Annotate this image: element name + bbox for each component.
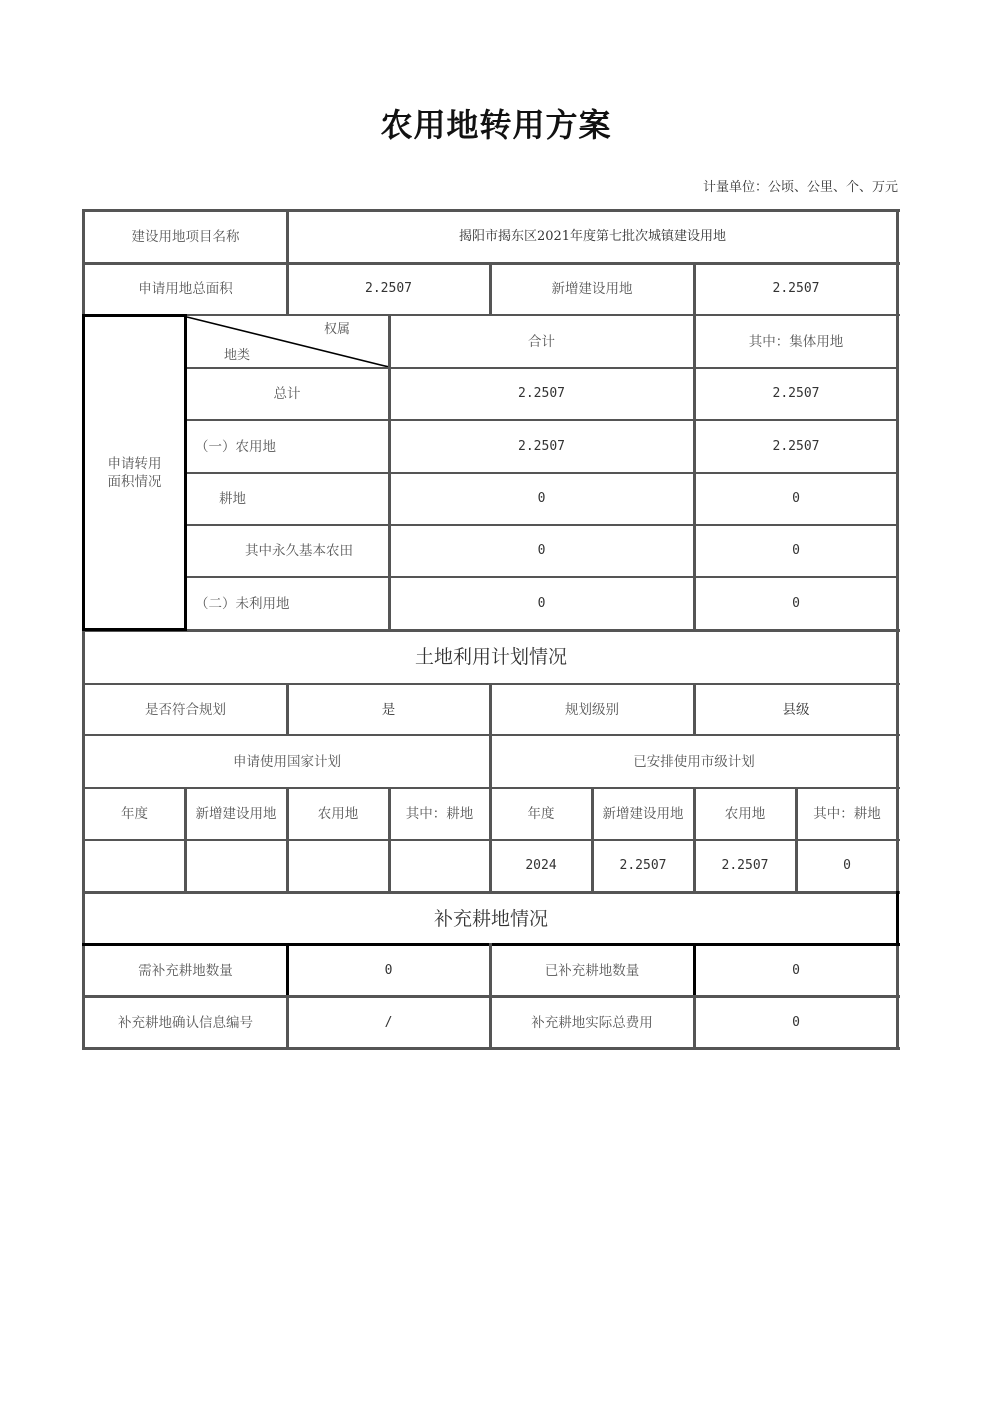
row-collective: 0 [792,543,800,558]
need-supplement-label: 需补充耕地数量 [138,962,233,979]
done-supplement-label: 已补充耕地数量 [544,962,640,979]
header-diagonal [185,315,389,368]
supplement-section-title: 补充耕地情况 [433,907,548,930]
row-label: 其中永久基本农田 [245,543,353,559]
row-label: （一）农用地 [195,438,276,455]
national-farm [287,840,389,892]
row-total: 0 [537,595,546,611]
page-title: 农用地转用方案 [380,106,612,144]
national-col-arable: 其中：耕地 [405,806,474,822]
header-ownership: 权属 [323,322,350,337]
confirm-code-label: 补充耕地确认信息编号 [118,1014,253,1031]
national-col-year: 年度 [121,806,148,822]
row-collective: 2.2507 [772,386,820,401]
header-landtype: 地类 [223,348,250,363]
col-collective-header: 其中：集体用地 [748,333,844,350]
conform-value: 是 [381,701,396,718]
plan-section-title: 土地利用计划情况 [414,646,567,668]
row-collective: 0 [792,491,800,506]
city-year: 2024 [525,858,557,873]
national-col-farm: 农用地 [317,806,359,822]
project-name-value: 揭阳市揭东区2021年度第七批次城镇建设用地 [458,229,727,244]
row-collective: 2.2507 [772,438,820,454]
plan-level-value: 县级 [782,701,810,718]
row-total: 0 [537,491,546,506]
new-construction-label: 新增建设用地 [551,281,633,297]
row-label: 耕地 [219,491,246,507]
plan-level-label: 规划级别 [565,701,619,718]
city-farm: 2.2507 [721,858,769,873]
city-arable: 0 [843,858,851,873]
city-col-new: 新增建设用地 [602,806,684,822]
row-total: 2.2507 [518,438,565,454]
city-plan-label: 已安排使用市级计划 [633,753,755,770]
city-new: 2.2507 [619,858,667,873]
national-year [84,840,185,892]
unit-note: 计量单位：公顷、公里、个、万元 [702,180,898,195]
actual-cost-label: 补充耕地实际总费用 [531,1014,653,1031]
national-new [185,840,287,892]
city-col-farm: 农用地 [724,806,766,822]
row-collective: 0 [792,595,800,611]
national-arable [389,840,490,892]
project-name-label: 建设用地项目名称 [131,229,240,245]
city-col-year: 年度 [527,806,555,822]
actual-cost-value: 0 [792,1014,800,1030]
national-col-new: 新增建设用地 [195,806,277,822]
conform-label: 是否符合规划 [145,701,226,718]
total-area-value: 2.2507 [365,281,412,296]
confirm-code-value: / [384,1014,393,1030]
national-plan-label: 申请使用国家计划 [233,753,341,770]
row-total: 2.2507 [518,386,565,401]
col-total-header: 合计 [528,333,555,350]
done-supplement-value: 0 [792,962,800,978]
conversion-side-label: 申请转用面积情况 [107,455,162,490]
row-label: 总计 [273,386,301,402]
row-label: （二）未利用地 [195,595,290,612]
need-supplement-value: 0 [384,962,393,978]
city-col-arable: 其中：耕地 [813,806,881,822]
row-total: 0 [537,543,546,558]
new-construction-value: 2.2507 [772,281,820,296]
total-area-label: 申请用地总面积 [138,281,233,297]
